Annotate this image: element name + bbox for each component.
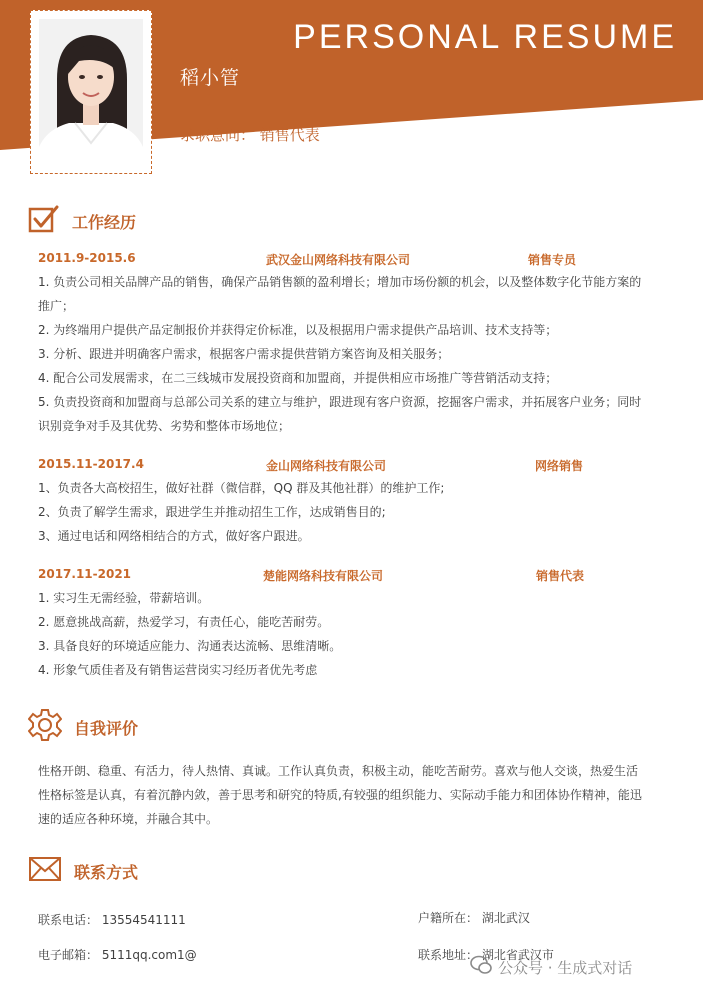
wechat-icon — [470, 955, 492, 979]
duty-line: 2、负责了解学生需求，跟进学生并推动招生工作，达成销售目的; — [38, 505, 386, 519]
resume-title: PERSONAL RESUME — [293, 18, 677, 56]
job-role: 网络销售 — [535, 459, 584, 473]
duty-line: 4. 配合公司发展需求，在二三线城市发展投资商和加盟商，并提供相应市场推广等营销活动支持； — [38, 371, 558, 385]
section-contact-title: 联系方式 — [74, 862, 139, 882]
duty-line: 3. 分析、跟进并明确客户需求，根据客户需求提供营销方案咨询及相关服务； — [38, 347, 450, 361]
job-company: 武汉金山网络科技有限公司 — [266, 253, 411, 267]
job-company: 楚能网络科技有限公司 — [263, 569, 384, 583]
contact-phone: 联系电话： 13554541111 — [38, 913, 186, 927]
section-work-header — [28, 203, 136, 239]
gear-icon — [28, 708, 62, 746]
section-work-title: 工作经历 — [72, 212, 137, 232]
duty-line: 推广； — [38, 299, 75, 313]
envelope-icon — [28, 855, 62, 887]
job-role: 销售专员 — [528, 253, 577, 267]
job-duties — [38, 270, 668, 438]
job-duties — [38, 586, 668, 682]
duty-line: 识别竞争对手及其优势、劣势和整体市场地位； — [38, 419, 291, 433]
self-line: 速的适应各种环境，并融合其中。 — [38, 812, 219, 826]
duty-line: 5. 负责投资商和加盟商与总部公司关系的建立与维护，跟进现有客户资源，挖掘客户需求，并拓展客户业务；同时 — [38, 395, 642, 409]
contact-address: 联系地址： 湖北省武汉市 — [418, 948, 554, 962]
duty-line: 1. 负责公司相关品牌产品的销售，确保产品销售额的盈利增长；增加市场份额的机会，以及整体数字化节能方案的 — [38, 275, 642, 289]
duty-line: 1. 实习生无需经验，带薪培训。 — [38, 591, 210, 605]
section-contact-header — [28, 855, 138, 887]
self-evaluation-text — [38, 759, 672, 831]
section-self-header — [28, 708, 138, 746]
job-row — [38, 567, 668, 585]
profile-photo — [39, 19, 143, 165]
job-company: 金山网络科技有限公司 — [266, 459, 387, 473]
duty-line: 2. 愿意挑战高薪，热爱学习，有责任心，能吃苦耐劳。 — [38, 615, 330, 629]
job-row — [38, 457, 668, 475]
duty-line: 1、负责各大高校招生，做好社群（微信群，QQ 群及其他社群）的维护工作; — [38, 481, 445, 495]
section-self-title: 自我评价 — [74, 718, 139, 738]
job-period: 2011.9-2015.6 — [38, 251, 136, 265]
self-line: 性格标签是认真，有着沉静内敛，善于思考和研究的特质,有较强的组织能力、实际动手能力和团体协作精神，能迅 — [38, 788, 642, 802]
contact-email: 电子邮箱： 5111qq.com1@ — [38, 948, 197, 962]
watermark-text: 公众号 · 生成式对话 — [498, 958, 633, 977]
duty-line: 3、通过电话和网络相结合的方式，做好客户跟进。 — [38, 529, 310, 543]
job-role: 销售代表 — [536, 569, 585, 583]
duty-line: 4. 形象气质佳者及有销售运营岗实习经历者优先考虑 — [38, 663, 318, 677]
job-period: 2015.11-2017.4 — [38, 457, 144, 471]
candidate-name: 稻小管 — [180, 67, 241, 89]
job-period: 2017.11-2021 — [38, 567, 132, 581]
duty-line: 3. 具备良好的环境适应能力、沟通表达流畅、思维清晰。 — [38, 639, 342, 653]
job-duties — [38, 476, 668, 548]
photo-frame — [30, 10, 152, 174]
contact-hometown: 户籍所在： 湖北武汉 — [418, 911, 530, 925]
duty-line: 2. 为终端用户提供产品定制报价并获得定价标准，以及根据用户需求提供产品培训、技术支持等； — [38, 323, 558, 337]
job-objective: 求职意向： 销售代表 — [180, 126, 320, 144]
job-row — [38, 251, 668, 269]
checkbox-icon — [28, 203, 60, 239]
self-line: 性格开朗、稳重、有活力，待人热情、真诚。工作认真负责，积极主动，能吃苦耐劳。喜欢与他人交谈，热爱生活 — [38, 764, 639, 778]
watermark — [470, 955, 632, 979]
